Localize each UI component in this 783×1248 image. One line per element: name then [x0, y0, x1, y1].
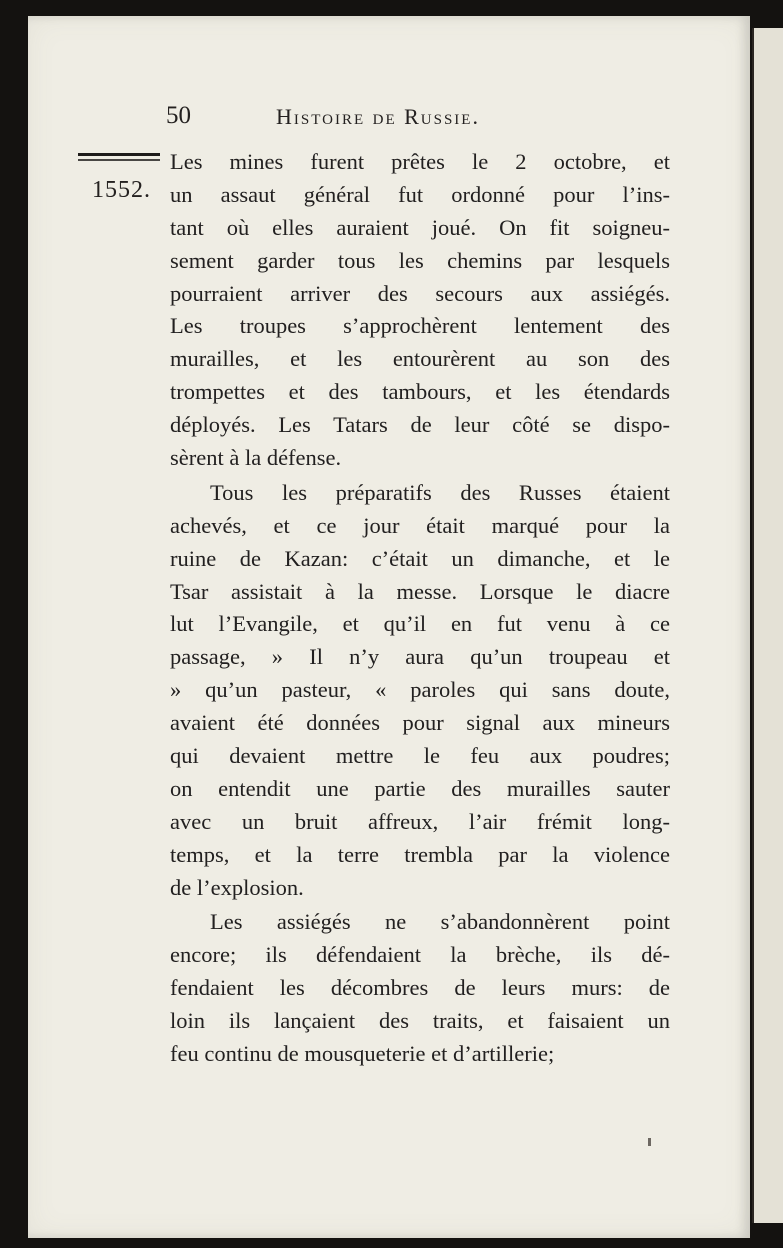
ink-mark [648, 1138, 651, 1146]
text-line: de l’explosion. [170, 874, 304, 900]
text-line: murailles, et les entourèrent au son des [170, 346, 670, 372]
margin-rule-thin [78, 159, 160, 161]
running-title: Histoire de Russie. [276, 104, 480, 129]
margin-year-note: 1552. [92, 177, 151, 203]
paragraph [170, 906, 670, 1070]
body-text [170, 146, 670, 1071]
text-line: achevés, et ce jour était marqué pour la [170, 512, 670, 538]
text-line: tant où elles auraient joué. On fit soigneu- [170, 214, 670, 240]
text-line: un assaut général fut ordonné pour l’ins- [170, 181, 670, 207]
text-line: » qu’un pasteur, « paroles qui sans doute, [170, 677, 670, 703]
text-line: Tous les préparatifs des Russes étaient [210, 479, 670, 505]
text-line: lut l’Evangile, et qu’il en fut venu à ce [170, 611, 670, 637]
text-line: pourraient arriver des secours aux assiégés. [170, 280, 670, 306]
page-number: 50 [166, 102, 191, 129]
text-line: Les mines furent prêtes le 2 octobre, et [170, 149, 670, 174]
text-line: déployés. Les Tatars de leur côté se dispo- [170, 412, 670, 438]
paragraph [170, 146, 670, 475]
text-line: sement garder tous les chemins par lesquels [170, 247, 670, 273]
text-line: encore; ils défendaient la brèche, ils dé- [170, 942, 670, 968]
text-line: temps, et la terre trembla par la violence [170, 841, 670, 867]
text-line: avaient été données pour signal aux mineurs [170, 710, 670, 736]
paragraph [170, 477, 670, 905]
text-line: passage, » Il n’y aura qu’un troupeau et [170, 644, 670, 670]
text-line: avec un bruit affreux, l’air frémit long- [170, 808, 670, 834]
text-line: feu continu de mousqueterie et d’artillerie; [170, 1041, 555, 1067]
text-line: ruine de Kazan: c’était un dimanche, et le [170, 545, 670, 571]
adjacent-page-edge [752, 28, 783, 1223]
text-line: qui devaient mettre le feu aux poudres; [170, 743, 670, 769]
text-line: loin ils lançaient des traits, et faisaient un [170, 1008, 670, 1034]
text-line: sèrent à la défense. [170, 445, 342, 471]
margin-rule [78, 153, 160, 156]
text-line: Tsar assistait à la messe. Lorsque le diacre [170, 578, 670, 604]
text-line: fendaient les décombres de leurs murs: de [170, 975, 670, 1001]
text-line: on entendit une partie des murailles sauter [170, 775, 670, 801]
text-line: Les troupes s’approchèrent lentement des [170, 313, 670, 339]
text-line: Les assiégés ne s’abandonnèrent point [210, 909, 670, 935]
text-line: trompettes et des tambours, et les étendards [170, 379, 670, 405]
